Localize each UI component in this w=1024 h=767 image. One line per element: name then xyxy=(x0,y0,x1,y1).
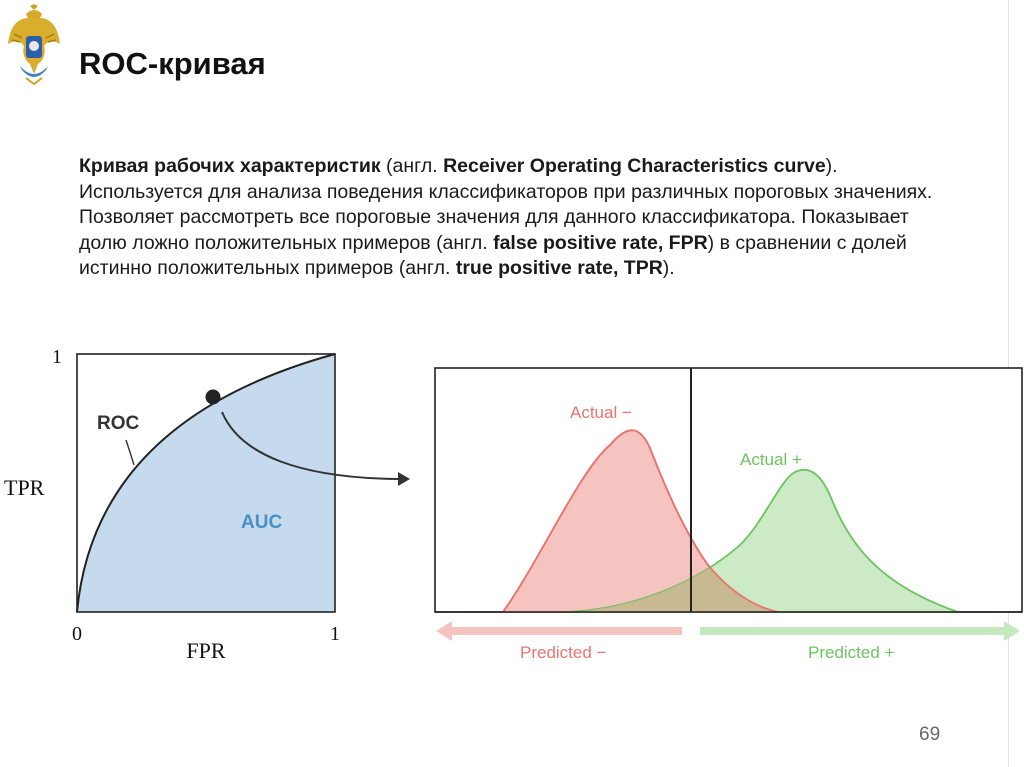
predicted-negative-label: Predicted − xyxy=(520,643,607,662)
x-axis-label: FPR xyxy=(186,638,226,663)
desc-text-2: ). Используется для анализа поведения классификаторов при различных пороговых значениях. Позволяет рассмотреть все пороговые значения для данного классификатора. Показывает долю ложно положительных примеров (англ. xyxy=(79,155,933,254)
roc-label-leader xyxy=(126,440,134,465)
auc-area xyxy=(77,354,335,612)
desc-text-3: ) в сравнении с долей истинно положительных примеров (англ. xyxy=(79,231,907,280)
x-tick-origin: 0 xyxy=(72,623,82,645)
predicted-negative-arrow xyxy=(436,621,682,641)
desc-term-en: Receiver Operating Characteristics curve xyxy=(443,155,826,177)
emblem-logo xyxy=(6,4,62,86)
page-number: 69 xyxy=(919,724,941,745)
x-tick-right: 1 xyxy=(330,623,340,645)
actual-negative-label: Actual − xyxy=(570,403,632,422)
desc-text-4: ). xyxy=(662,257,675,280)
distribution-plot xyxy=(435,368,1022,662)
actual-positive-label: Actual + xyxy=(740,450,802,469)
roc-curve-label: ROC xyxy=(97,413,140,434)
slide-title: ROC-кривая xyxy=(79,46,266,81)
predicted-positive-arrow xyxy=(700,621,1020,641)
desc-term-tpr: true positive rate, TPR xyxy=(455,257,663,280)
mapping-arrowhead xyxy=(398,472,410,486)
desc-term-ru: Кривая рабочих характеристик xyxy=(79,155,381,177)
roc-diagram xyxy=(0,330,1024,680)
description-paragraph xyxy=(79,154,939,282)
threshold-point xyxy=(206,390,221,405)
y-tick-top: 1 xyxy=(52,346,62,368)
desc-term-fpr: false positive rate, FPR xyxy=(493,231,708,254)
roc-plot xyxy=(4,346,410,663)
y-axis-label: TPR xyxy=(4,475,45,500)
predicted-positive-label: Predicted + xyxy=(808,643,895,662)
desc-text-1: (англ. xyxy=(380,155,444,177)
auc-label: AUC xyxy=(241,512,283,533)
